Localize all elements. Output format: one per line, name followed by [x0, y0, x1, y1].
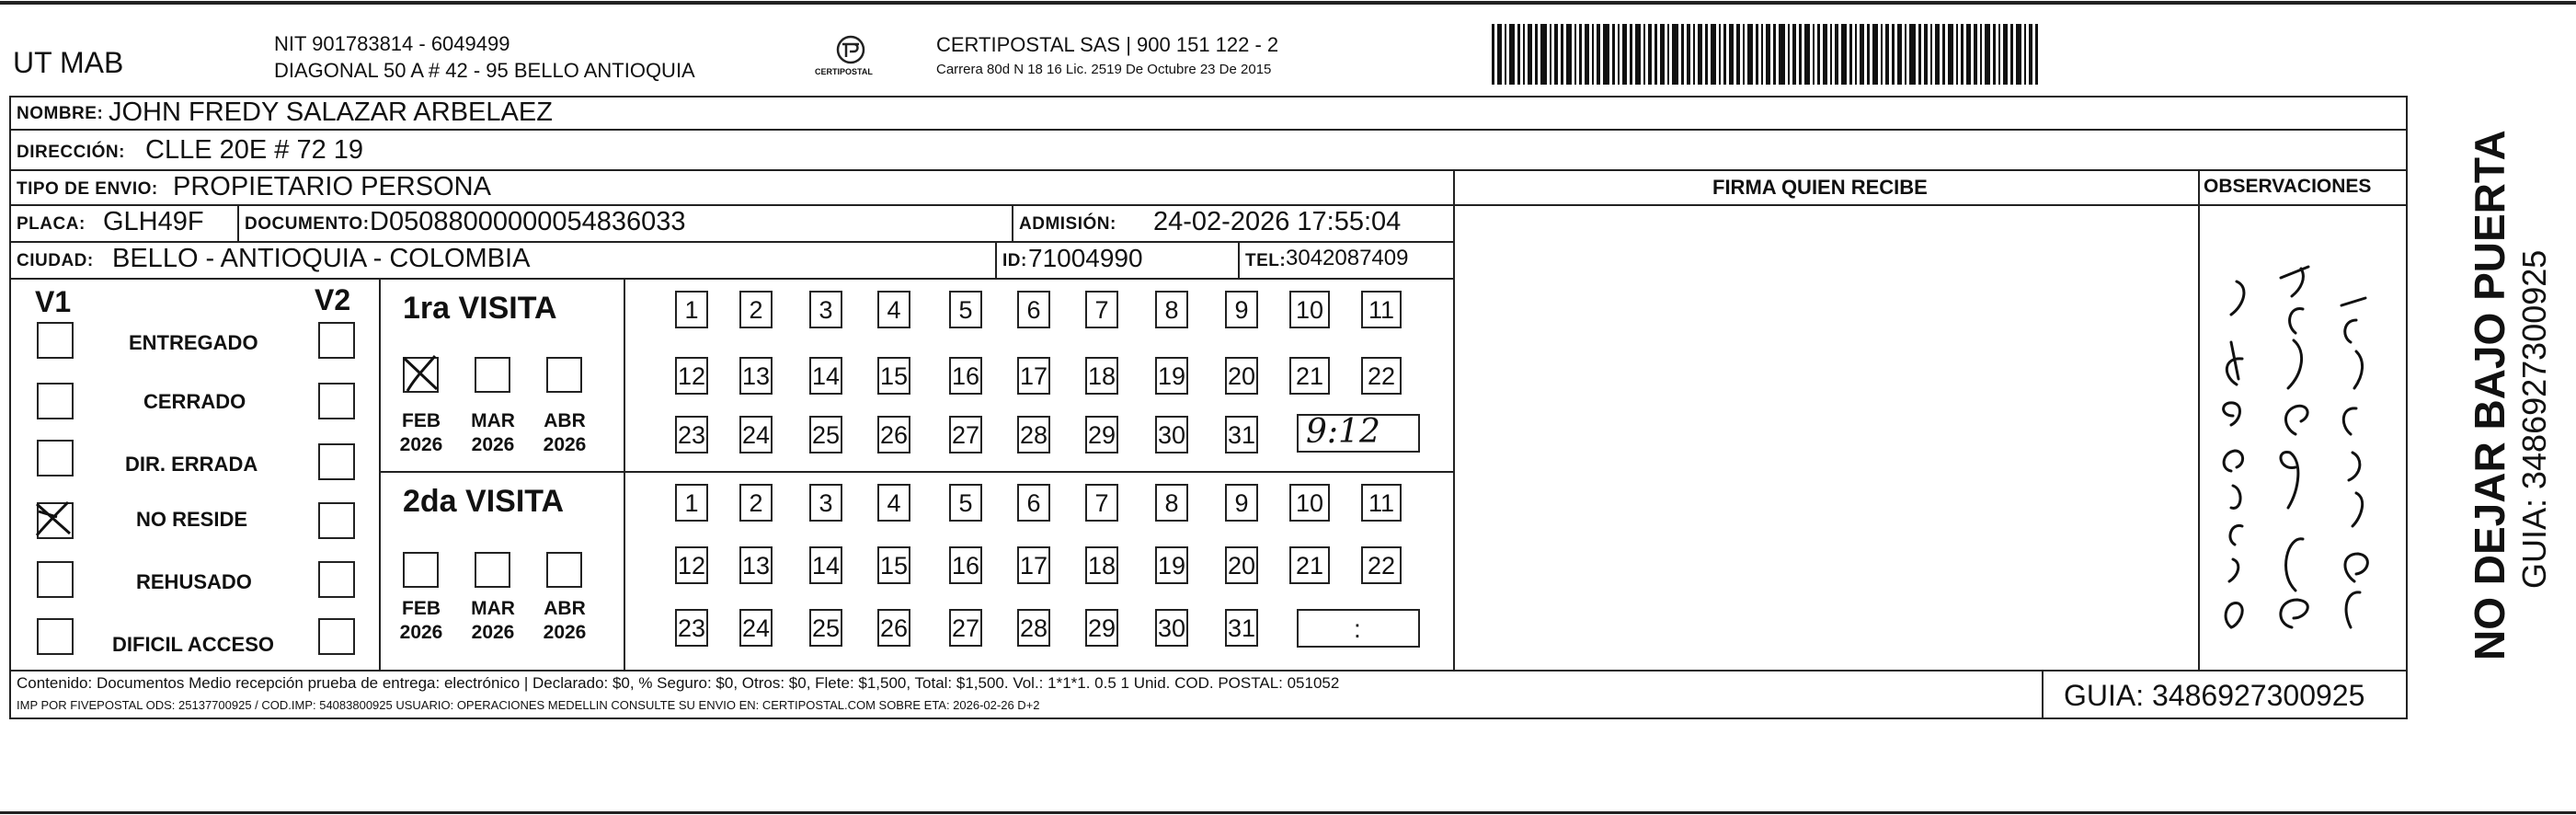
- first-visit-month-mar-box[interactable]: [475, 357, 510, 393]
- v2-checkbox-dir-errada[interactable]: [318, 443, 355, 480]
- second-visit-day-25[interactable]: 25: [809, 609, 842, 647]
- status-label-rehusado: REHUSADO: [136, 570, 252, 593]
- address-label: DIRECCIÓN:: [17, 143, 125, 162]
- second-visit-day-20[interactable]: 20: [1225, 546, 1258, 584]
- second-visit-day-6[interactable]: 6: [1017, 484, 1050, 522]
- certipostal-logo: [809, 33, 892, 83]
- second-visit-day-4[interactable]: 4: [877, 484, 910, 522]
- first-visit-day-26[interactable]: 26: [877, 416, 910, 453]
- second-visit-month-mar: MAR: [471, 598, 515, 619]
- v2-checkbox-no-reside[interactable]: [318, 502, 355, 539]
- second-visit-day-12[interactable]: 12: [675, 546, 708, 584]
- second-visit-title: 2da VISITA: [403, 484, 565, 519]
- signature-header: FIRMA QUIEN RECIBE: [1712, 176, 1928, 199]
- first-visit-day-9[interactable]: 9: [1225, 291, 1258, 328]
- first-visit-day-15[interactable]: 15: [877, 357, 910, 395]
- v2-checkbox-dificil-acceso[interactable]: [318, 618, 355, 655]
- plate-label: PLACA:: [17, 214, 86, 234]
- second-visit-month-mar-box[interactable]: [475, 552, 510, 588]
- send-type-label: TIPO DE ENVIO:: [17, 179, 158, 199]
- footer-content: Contenido: Documentos Medio recepción prueba de entrega: electrónico | Declarado: $0, % Seguro: $0, Otros: $0, Flete: $1,500, Total: $1,500. Vol.: 1*1*1. 0.5 1 Unid. COD. POSTAL: 051052: [17, 674, 1340, 692]
- document-label: DOCUMENTO:: [245, 214, 370, 234]
- first-visit-day-25[interactable]: 25: [809, 416, 842, 453]
- city-label: CIUDAD:: [17, 251, 94, 270]
- sender-nit: NIT 901783814 - 6049499: [274, 32, 510, 55]
- second-visit-month-abr: ABR: [544, 598, 586, 619]
- first-visit-day-19[interactable]: 19: [1155, 357, 1188, 395]
- first-visit-month-feb: FEB: [402, 410, 441, 431]
- v2-checkbox-entregado[interactable]: [318, 322, 355, 359]
- second-visit-time-separator: :: [1354, 614, 1361, 643]
- first-visit-month-feb-box[interactable]: [403, 357, 439, 393]
- second-visit-day-5[interactable]: 5: [949, 484, 982, 522]
- status-label-no-reside: NO RESIDE: [136, 508, 248, 531]
- v1-checkbox-dificil-acceso[interactable]: [37, 618, 74, 655]
- sender-address: DIAGONAL 50 A # 42 - 95 BELLO ANTIOQUIA: [274, 59, 695, 82]
- second-visit-day-26[interactable]: 26: [877, 609, 910, 647]
- first-visit-day-7[interactable]: 7: [1085, 291, 1118, 328]
- first-visit-day-31[interactable]: 31: [1225, 416, 1258, 453]
- side-guide: GUIA: 3486927300925: [2515, 249, 2553, 589]
- footer-guide: GUIA: 3486927300925: [2064, 679, 2365, 712]
- company-name: CERTIPOSTAL SAS | 900 151 122 - 2: [936, 33, 1279, 56]
- first-visit-year-abr: 2026: [543, 434, 587, 455]
- v1-checkbox-entregado[interactable]: [37, 322, 74, 359]
- second-visit-day-22[interactable]: 22: [1361, 546, 1402, 584]
- second-visit-year-feb: 2026: [399, 622, 443, 643]
- status-label-dir-errada: DIR. ERRADA: [125, 453, 258, 476]
- second-visit-day-17[interactable]: 17: [1017, 546, 1050, 584]
- first-visit-year-mar: 2026: [471, 434, 515, 455]
- second-visit-day-28[interactable]: 28: [1017, 609, 1050, 647]
- first-visit-day-23[interactable]: 23: [675, 416, 708, 453]
- first-visit-day-29[interactable]: 29: [1085, 416, 1118, 453]
- second-visit-day-23[interactable]: 23: [675, 609, 708, 647]
- name-label: NOMBRE:: [17, 104, 104, 123]
- first-visit-day-21[interactable]: 21: [1289, 357, 1330, 395]
- first-visit-day-12[interactable]: 12: [675, 357, 708, 395]
- handwritten-scribble-icon: [2204, 204, 2406, 664]
- second-visit-day-2[interactable]: 2: [739, 484, 773, 522]
- first-visit-day-10[interactable]: 10: [1289, 291, 1330, 328]
- first-visit-day-28[interactable]: 28: [1017, 416, 1050, 453]
- handwritten-x-mark-icon: [400, 352, 442, 395]
- logo-text: CERTIPOSTAL: [815, 67, 873, 76]
- first-visit-day-8[interactable]: 8: [1155, 291, 1188, 328]
- handwritten-observations: [2204, 204, 2406, 664]
- first-visit-day-20[interactable]: 20: [1225, 357, 1258, 395]
- company-license: Carrera 80d N 18 16 Lic. 2519 De Octubre 23 De 2015: [936, 62, 1272, 77]
- first-visit-day-27[interactable]: 27: [949, 416, 982, 453]
- second-visit-day-14[interactable]: 14: [809, 546, 842, 584]
- first-visit-day-22[interactable]: 22: [1361, 357, 1402, 395]
- handwritten-x-mark-icon: [31, 499, 75, 539]
- second-visit-day-16[interactable]: 16: [949, 546, 982, 584]
- id-label: ID:: [1002, 251, 1027, 270]
- second-visit-day-24[interactable]: 24: [739, 609, 773, 647]
- first-visit-month-abr-box[interactable]: [546, 357, 582, 393]
- v2-checkbox-rehusado[interactable]: [318, 561, 355, 598]
- second-visit-year-abr: 2026: [543, 622, 587, 643]
- first-visit-day-24[interactable]: 24: [739, 416, 773, 453]
- second-visit-day-13[interactable]: 13: [739, 546, 773, 584]
- v1-checkbox-rehusado[interactable]: [37, 561, 74, 598]
- tel-label: TEL:: [1245, 251, 1287, 270]
- first-visit-time-box[interactable]: [1297, 414, 1420, 453]
- second-visit-day-10[interactable]: 10: [1289, 484, 1330, 522]
- second-visit-month-abr-box[interactable]: [546, 552, 582, 588]
- first-visit-month-mar: MAR: [471, 410, 515, 431]
- send-type: PROPIETARIO PERSONA: [173, 172, 491, 201]
- second-visit-day-1[interactable]: 1: [675, 484, 708, 522]
- recipient-id: 71004990: [1028, 244, 1143, 272]
- document-number: D05088000000054836033: [370, 207, 686, 236]
- second-visit-day-27[interactable]: 27: [949, 609, 982, 647]
- second-visit-day-8[interactable]: 8: [1155, 484, 1188, 522]
- v2-header: V2: [315, 283, 351, 316]
- status-label-dificil-acceso: DIFICIL ACCESO: [112, 633, 275, 656]
- top-border: [0, 1, 2576, 5]
- handwritten-time: 9:12: [1306, 413, 1380, 451]
- first-visit-day-16[interactable]: 16: [949, 357, 982, 395]
- side-notice: NO DEJAR BAJO PUERTA: [2466, 130, 2513, 660]
- recipient-tel: 3042087409: [1286, 246, 1409, 270]
- first-visit-day-30[interactable]: 30: [1155, 416, 1188, 453]
- sender-name: UT MAB: [13, 46, 124, 79]
- second-visit-day-29[interactable]: 29: [1085, 609, 1118, 647]
- first-visit-day-1[interactable]: 1: [675, 291, 708, 328]
- first-visit-day-18[interactable]: 18: [1085, 357, 1118, 395]
- plate: GLH49F: [103, 207, 204, 236]
- first-visit-day-3[interactable]: 3: [809, 291, 842, 328]
- second-visit-month-feb: FEB: [402, 598, 441, 619]
- v2-checkbox-cerrado[interactable]: [318, 383, 355, 419]
- city: BELLO - ANTIOQUIA - COLOMBIA: [112, 244, 531, 273]
- v1-checkbox-no-reside[interactable]: [37, 502, 74, 539]
- second-visit-day-3[interactable]: 3: [809, 484, 842, 522]
- v1-checkbox-cerrado[interactable]: [37, 383, 74, 419]
- first-visit-year-feb: 2026: [399, 434, 443, 455]
- first-visit-day-5[interactable]: 5: [949, 291, 982, 328]
- admission-date: 24-02-2026 17:55:04: [1153, 207, 1402, 236]
- recipient-address: CLLE 20E # 72 19: [145, 135, 364, 165]
- v1-header: V1: [35, 285, 72, 318]
- second-visit-day-30[interactable]: 30: [1155, 609, 1188, 647]
- first-visit-day-6[interactable]: 6: [1017, 291, 1050, 328]
- first-visit-day-11[interactable]: 11: [1361, 291, 1402, 328]
- second-visit-day-11[interactable]: 11: [1361, 484, 1402, 522]
- first-visit-title: 1ra VISITA: [403, 291, 557, 326]
- bottom-border: [0, 811, 2576, 814]
- observations-header: OBSERVACIONES: [2204, 176, 2372, 197]
- status-label-cerrado: CERRADO: [143, 390, 246, 413]
- second-visit-day-7[interactable]: 7: [1085, 484, 1118, 522]
- second-visit-month-feb-box[interactable]: [403, 552, 439, 588]
- footer-imp: IMP POR FIVEPOSTAL ODS: 25137700925 / COD.IMP: 54083800925 USUARIO: OPERACIONES MEDELLIN CONSULTE SU ENVIO EN: CERTIPOSTAL.COM SOBRE ETA: 2026-02-26 D+2: [17, 698, 1040, 712]
- second-visit-time-box[interactable]: [1297, 609, 1420, 648]
- first-visit-day-14[interactable]: 14: [809, 357, 842, 395]
- second-visit-day-31[interactable]: 31: [1225, 609, 1258, 647]
- first-visit-month-abr: ABR: [544, 410, 586, 431]
- admission-label: ADMISIÓN:: [1019, 214, 1116, 234]
- recipient-name: JOHN FREDY SALAZAR ARBELAEZ: [109, 98, 553, 127]
- first-visit-day-13[interactable]: 13: [739, 357, 773, 395]
- second-visit-day-21[interactable]: 21: [1289, 546, 1330, 584]
- second-visit-day-9[interactable]: 9: [1225, 484, 1258, 522]
- second-visit-day-18[interactable]: 18: [1085, 546, 1118, 584]
- v1-checkbox-dir-errada[interactable]: [37, 440, 74, 476]
- barcode: [1492, 24, 2224, 85]
- first-visit-day-17[interactable]: 17: [1017, 357, 1050, 395]
- status-label-entregado: ENTREGADO: [129, 331, 258, 354]
- first-visit-day-2[interactable]: 2: [739, 291, 773, 328]
- second-visit-day-19[interactable]: 19: [1155, 546, 1188, 584]
- second-visit-year-mar: 2026: [471, 622, 515, 643]
- first-visit-day-4[interactable]: 4: [877, 291, 910, 328]
- second-visit-day-15[interactable]: 15: [877, 546, 910, 584]
